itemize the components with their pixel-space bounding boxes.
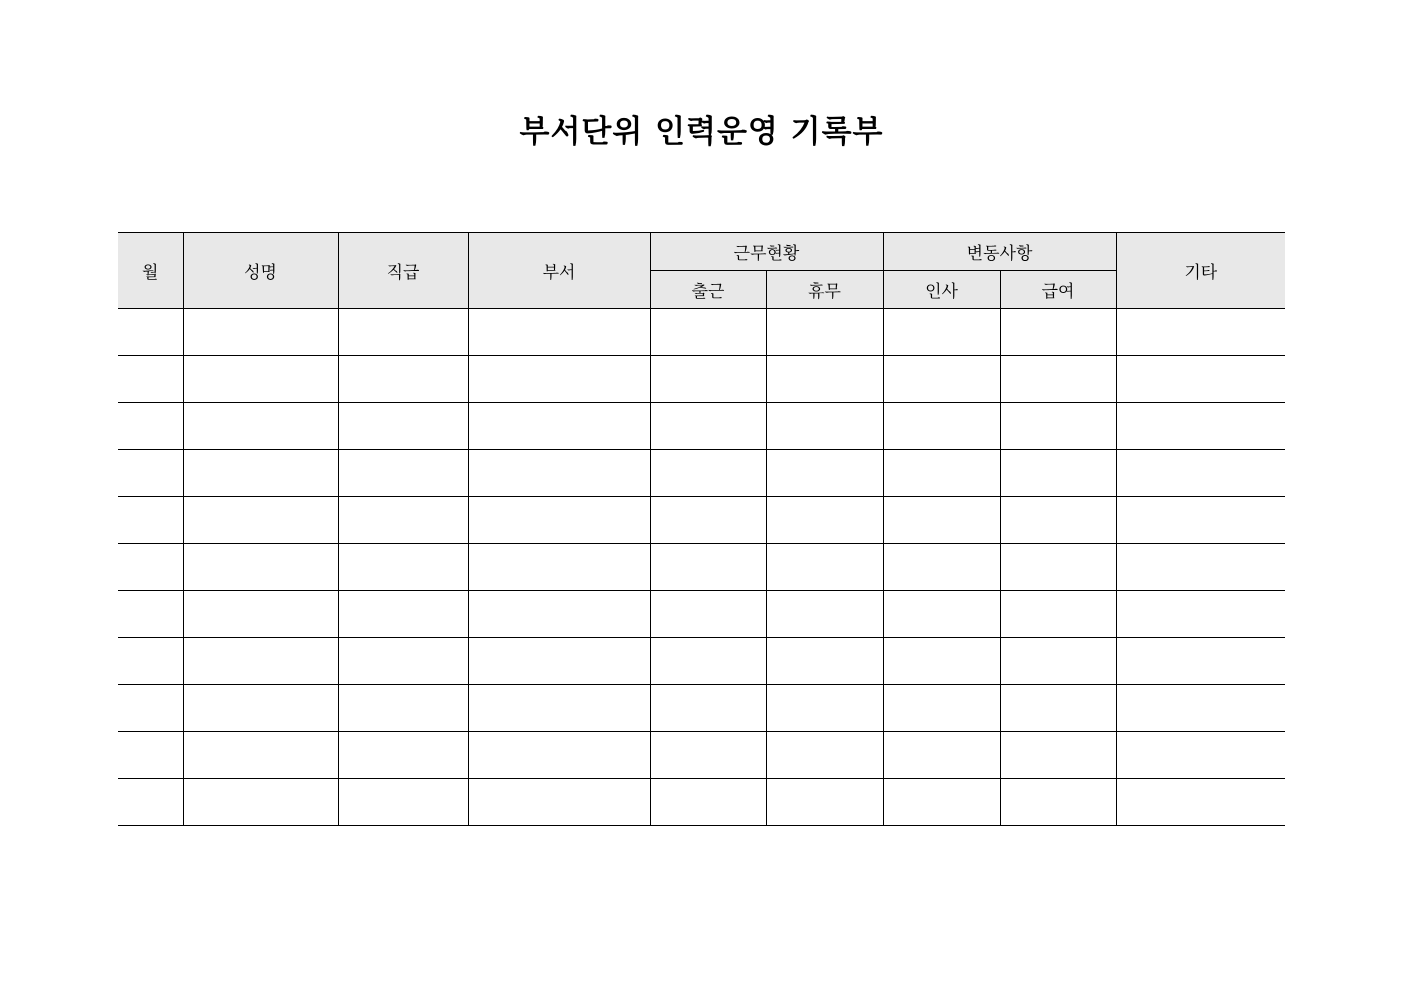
attendance-cell[interactable]	[650, 309, 766, 356]
header-salary: 급여	[1000, 271, 1116, 309]
month-cell[interactable]	[118, 356, 183, 403]
rank-cell[interactable]	[338, 779, 468, 826]
personnel-cell[interactable]	[883, 779, 1000, 826]
header-attendance: 출근	[650, 271, 766, 309]
rank-cell[interactable]	[338, 497, 468, 544]
header-name: 성명	[183, 233, 338, 309]
header-other: 기타	[1116, 233, 1285, 309]
rank-cell[interactable]	[338, 685, 468, 732]
attendance-cell[interactable]	[650, 591, 766, 638]
personnel-cell[interactable]	[883, 685, 1000, 732]
attendance-cell[interactable]	[650, 450, 766, 497]
header-personnel: 인사	[883, 271, 1000, 309]
name-cell[interactable]	[183, 450, 338, 497]
table-header	[118, 233, 1285, 309]
name-cell[interactable]	[183, 591, 338, 638]
leave-cell[interactable]	[766, 732, 883, 779]
rank-cell[interactable]	[338, 309, 468, 356]
department-cell[interactable]	[468, 403, 650, 450]
other-cell[interactable]	[1116, 685, 1285, 732]
department-cell[interactable]	[468, 591, 650, 638]
name-cell[interactable]	[183, 497, 338, 544]
salary-cell[interactable]	[1000, 309, 1116, 356]
table-row	[118, 779, 1285, 826]
rank-cell[interactable]	[338, 591, 468, 638]
name-cell[interactable]	[183, 356, 338, 403]
name-cell[interactable]	[183, 309, 338, 356]
personnel-cell[interactable]	[883, 497, 1000, 544]
header-department: 부서	[468, 233, 650, 309]
leave-cell[interactable]	[766, 309, 883, 356]
name-cell[interactable]	[183, 779, 338, 826]
salary-cell[interactable]	[1000, 732, 1116, 779]
other-cell[interactable]	[1116, 544, 1285, 591]
attendance-cell[interactable]	[650, 497, 766, 544]
department-cell[interactable]	[468, 497, 650, 544]
personnel-cell[interactable]	[883, 403, 1000, 450]
attendance-cell[interactable]	[650, 732, 766, 779]
attendance-cell[interactable]	[650, 638, 766, 685]
table-row	[118, 497, 1285, 544]
department-cell[interactable]	[468, 356, 650, 403]
leave-cell[interactable]	[766, 356, 883, 403]
rank-cell[interactable]	[338, 544, 468, 591]
leave-cell[interactable]	[766, 638, 883, 685]
salary-cell[interactable]	[1000, 544, 1116, 591]
leave-cell[interactable]	[766, 403, 883, 450]
table-row	[118, 403, 1285, 450]
leave-cell[interactable]	[766, 544, 883, 591]
personnel-cell[interactable]	[883, 591, 1000, 638]
name-cell[interactable]	[183, 544, 338, 591]
salary-cell[interactable]	[1000, 638, 1116, 685]
attendance-cell[interactable]	[650, 779, 766, 826]
other-cell[interactable]	[1116, 779, 1285, 826]
table-row	[118, 309, 1285, 356]
other-cell[interactable]	[1116, 591, 1285, 638]
table-row	[118, 450, 1285, 497]
leave-cell[interactable]	[766, 591, 883, 638]
salary-cell[interactable]	[1000, 779, 1116, 826]
rank-cell[interactable]	[338, 450, 468, 497]
table-row	[118, 356, 1285, 403]
month-cell[interactable]	[118, 779, 183, 826]
department-cell[interactable]	[468, 779, 650, 826]
header-month: 월	[118, 233, 183, 309]
month-cell[interactable]	[118, 638, 183, 685]
month-cell[interactable]	[118, 591, 183, 638]
personnel-cell[interactable]	[883, 544, 1000, 591]
salary-cell[interactable]	[1000, 403, 1116, 450]
name-cell[interactable]	[183, 403, 338, 450]
leave-cell[interactable]	[766, 685, 883, 732]
month-cell[interactable]	[118, 403, 183, 450]
month-cell[interactable]	[118, 309, 183, 356]
department-cell[interactable]	[468, 685, 650, 732]
month-cell[interactable]	[118, 450, 183, 497]
table-row	[118, 544, 1285, 591]
personnel-cell[interactable]	[883, 732, 1000, 779]
personnel-cell[interactable]	[883, 638, 1000, 685]
name-cell[interactable]	[183, 732, 338, 779]
header-changes: 변동사항	[883, 233, 1116, 271]
salary-cell[interactable]	[1000, 450, 1116, 497]
department-cell[interactable]	[468, 309, 650, 356]
personnel-cell[interactable]	[883, 356, 1000, 403]
personnel-cell[interactable]	[883, 450, 1000, 497]
other-cell[interactable]	[1116, 403, 1285, 450]
table-row	[118, 732, 1285, 779]
leave-cell[interactable]	[766, 497, 883, 544]
header-leave: 휴무	[766, 271, 883, 309]
document-title: 부서단위 인력운영 기록부	[519, 114, 884, 150]
name-cell[interactable]	[183, 685, 338, 732]
department-cell[interactable]	[468, 732, 650, 779]
table-row	[118, 685, 1285, 732]
department-cell[interactable]	[468, 638, 650, 685]
attendance-cell[interactable]	[650, 403, 766, 450]
table-body	[118, 309, 1285, 826]
month-cell[interactable]	[118, 544, 183, 591]
other-cell[interactable]	[1116, 356, 1285, 403]
rank-cell[interactable]	[338, 356, 468, 403]
table-row	[118, 591, 1285, 638]
attendance-cell[interactable]	[650, 356, 766, 403]
personnel-cell[interactable]	[883, 309, 1000, 356]
salary-cell[interactable]	[1000, 356, 1116, 403]
month-cell[interactable]	[118, 685, 183, 732]
leave-cell[interactable]	[766, 450, 883, 497]
other-cell[interactable]	[1116, 309, 1285, 356]
other-cell[interactable]	[1116, 497, 1285, 544]
attendance-cell[interactable]	[650, 544, 766, 591]
name-cell[interactable]	[183, 638, 338, 685]
other-cell[interactable]	[1116, 450, 1285, 497]
month-cell[interactable]	[118, 497, 183, 544]
attendance-cell[interactable]	[650, 685, 766, 732]
table-row	[118, 638, 1285, 685]
department-cell[interactable]	[468, 544, 650, 591]
rank-cell[interactable]	[338, 732, 468, 779]
header-rank: 직급	[338, 233, 468, 309]
salary-cell[interactable]	[1000, 591, 1116, 638]
header-work-status: 근무현황	[650, 233, 883, 271]
salary-cell[interactable]	[1000, 685, 1116, 732]
department-cell[interactable]	[468, 450, 650, 497]
other-cell[interactable]	[1116, 638, 1285, 685]
other-cell[interactable]	[1116, 732, 1285, 779]
rank-cell[interactable]	[338, 638, 468, 685]
staff-record-table	[118, 232, 1285, 826]
rank-cell[interactable]	[338, 403, 468, 450]
salary-cell[interactable]	[1000, 497, 1116, 544]
leave-cell[interactable]	[766, 779, 883, 826]
month-cell[interactable]	[118, 732, 183, 779]
